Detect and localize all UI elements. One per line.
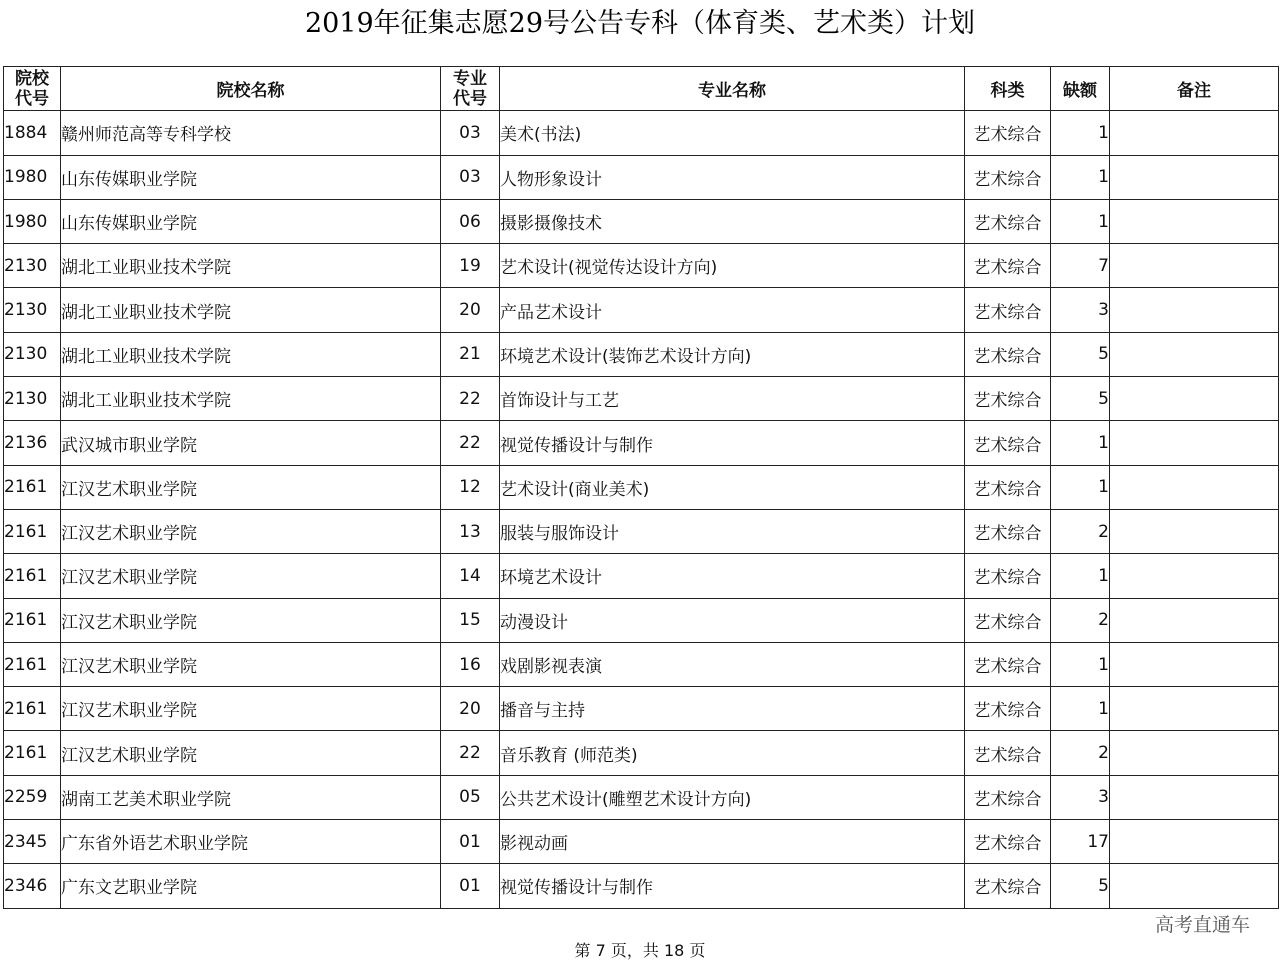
cell-remarks bbox=[1110, 642, 1279, 686]
cell-category: 艺术综合 bbox=[965, 775, 1051, 819]
cell-quota: 1 bbox=[1051, 465, 1110, 509]
table-row bbox=[4, 731, 1279, 775]
cell-quota: 1 bbox=[1051, 421, 1110, 465]
table-row bbox=[4, 820, 1279, 864]
cell-school-name: 湖北工业职业技术学院 bbox=[61, 244, 441, 288]
cell-major-name: 环境艺术设计 bbox=[500, 554, 965, 598]
cell-quota: 1 bbox=[1051, 155, 1110, 199]
table-row bbox=[4, 377, 1279, 421]
cell-major-code: 20 bbox=[441, 687, 500, 731]
cell-school-name: 江汉艺术职业学院 bbox=[61, 554, 441, 598]
cell-category: 艺术综合 bbox=[965, 864, 1051, 908]
header-major-name: 专业名称 bbox=[500, 67, 965, 111]
cell-quota: 2 bbox=[1051, 598, 1110, 642]
cell-remarks bbox=[1110, 421, 1279, 465]
cell-major-name: 视觉传播设计与制作 bbox=[500, 421, 965, 465]
cell-school-code: 2161 bbox=[4, 687, 61, 731]
table-row bbox=[4, 332, 1279, 376]
cell-school-name: 江汉艺术职业学院 bbox=[61, 642, 441, 686]
cell-major-code: 22 bbox=[441, 377, 500, 421]
cell-school-name: 广东省外语艺术职业学院 bbox=[61, 820, 441, 864]
cell-major-name: 服装与服饰设计 bbox=[500, 509, 965, 553]
cell-school-code: 2130 bbox=[4, 288, 61, 332]
cell-major-name: 人物形象设计 bbox=[500, 155, 965, 199]
cell-school-code: 1884 bbox=[4, 111, 61, 155]
cell-major-name: 环境艺术设计(装饰艺术设计方向) bbox=[500, 332, 965, 376]
cell-major-code: 01 bbox=[441, 820, 500, 864]
cell-school-name: 江汉艺术职业学院 bbox=[61, 731, 441, 775]
cell-school-name: 江汉艺术职业学院 bbox=[61, 687, 441, 731]
cell-school-code: 2136 bbox=[4, 421, 61, 465]
cell-major-name: 首饰设计与工艺 bbox=[500, 377, 965, 421]
table-row bbox=[4, 111, 1279, 155]
cell-major-code: 06 bbox=[441, 199, 500, 243]
cell-remarks bbox=[1110, 199, 1279, 243]
cell-major-code: 14 bbox=[441, 554, 500, 598]
cell-school-code: 2130 bbox=[4, 244, 61, 288]
cell-remarks bbox=[1110, 465, 1279, 509]
table-row bbox=[4, 509, 1279, 553]
cell-school-name: 江汉艺术职业学院 bbox=[61, 598, 441, 642]
table-row bbox=[4, 421, 1279, 465]
cell-major-name: 艺术设计(视觉传达设计方向) bbox=[500, 244, 965, 288]
cell-major-code: 15 bbox=[441, 598, 500, 642]
cell-category: 艺术综合 bbox=[965, 598, 1051, 642]
table-row bbox=[4, 155, 1279, 199]
cell-category: 艺术综合 bbox=[965, 377, 1051, 421]
cell-quota: 5 bbox=[1051, 332, 1110, 376]
cell-school-code: 2346 bbox=[4, 864, 61, 908]
cell-school-name: 江汉艺术职业学院 bbox=[61, 465, 441, 509]
cell-major-code: 13 bbox=[441, 509, 500, 553]
header-category: 科类 bbox=[965, 67, 1051, 111]
plan-table bbox=[3, 66, 1279, 909]
page-title: 2019年征集志愿29号公告专科（体育类、艺术类）计划 bbox=[304, 8, 976, 39]
cell-school-code: 1980 bbox=[4, 199, 61, 243]
cell-school-name: 湖北工业职业技术学院 bbox=[61, 332, 441, 376]
cell-school-name: 广东文艺职业学院 bbox=[61, 864, 441, 908]
cell-major-name: 影视动画 bbox=[500, 820, 965, 864]
cell-quota: 7 bbox=[1051, 244, 1110, 288]
cell-quota: 2 bbox=[1051, 731, 1110, 775]
cell-major-code: 01 bbox=[441, 864, 500, 908]
cell-major-code: 12 bbox=[441, 465, 500, 509]
cell-major-name: 戏剧影视表演 bbox=[500, 642, 965, 686]
cell-major-name: 音乐教育 (师范类) bbox=[500, 731, 965, 775]
table-row bbox=[4, 465, 1279, 509]
cell-remarks bbox=[1110, 864, 1279, 908]
cell-category: 艺术综合 bbox=[965, 554, 1051, 598]
table-row bbox=[4, 554, 1279, 598]
cell-quota: 5 bbox=[1051, 377, 1110, 421]
cell-category: 艺术综合 bbox=[965, 332, 1051, 376]
cell-major-code: 19 bbox=[441, 244, 500, 288]
cell-school-code: 2161 bbox=[4, 465, 61, 509]
cell-school-code: 2161 bbox=[4, 731, 61, 775]
cell-quota: 3 bbox=[1051, 775, 1110, 819]
cell-quota: 1 bbox=[1051, 554, 1110, 598]
cell-school-name: 江汉艺术职业学院 bbox=[61, 509, 441, 553]
table-row bbox=[4, 775, 1279, 819]
cell-category: 艺术综合 bbox=[965, 288, 1051, 332]
cell-remarks bbox=[1110, 332, 1279, 376]
page-footer: 第 7 页，共 18 页 bbox=[574, 941, 706, 960]
cell-school-code: 2130 bbox=[4, 377, 61, 421]
cell-major-name: 产品艺术设计 bbox=[500, 288, 965, 332]
cell-major-name: 动漫设计 bbox=[500, 598, 965, 642]
cell-school-name: 山东传媒职业学院 bbox=[61, 155, 441, 199]
table-row bbox=[4, 598, 1279, 642]
table-row bbox=[4, 864, 1279, 908]
cell-quota: 5 bbox=[1051, 864, 1110, 908]
cell-category: 艺术综合 bbox=[965, 820, 1051, 864]
table-row bbox=[4, 642, 1279, 686]
cell-school-code: 2345 bbox=[4, 820, 61, 864]
header-school-code: 院校 代号 bbox=[4, 67, 61, 111]
cell-major-code: 03 bbox=[441, 155, 500, 199]
cell-school-name: 湖北工业职业技术学院 bbox=[61, 377, 441, 421]
cell-major-code: 22 bbox=[441, 731, 500, 775]
header-remarks: 备注 bbox=[1110, 67, 1279, 111]
cell-quota: 17 bbox=[1051, 820, 1110, 864]
cell-major-code: 20 bbox=[441, 288, 500, 332]
cell-school-name: 湖北工业职业技术学院 bbox=[61, 288, 441, 332]
cell-school-code: 2161 bbox=[4, 598, 61, 642]
cell-school-name: 湖南工艺美术职业学院 bbox=[61, 775, 441, 819]
table-row bbox=[4, 199, 1279, 243]
cell-remarks bbox=[1110, 288, 1279, 332]
cell-major-name: 公共艺术设计(雕塑艺术设计方向) bbox=[500, 775, 965, 819]
cell-school-code: 1980 bbox=[4, 155, 61, 199]
cell-major-code: 05 bbox=[441, 775, 500, 819]
cell-major-name: 美术(书法) bbox=[500, 111, 965, 155]
header-school-name: 院校名称 bbox=[61, 67, 441, 111]
table-row bbox=[4, 288, 1279, 332]
watermark-text: 高考直通车 bbox=[1154, 914, 1250, 936]
cell-remarks bbox=[1110, 554, 1279, 598]
cell-remarks bbox=[1110, 509, 1279, 553]
cell-category: 艺术综合 bbox=[965, 642, 1051, 686]
cell-major-code: 22 bbox=[441, 421, 500, 465]
cell-major-name: 播音与主持 bbox=[500, 687, 965, 731]
cell-school-name: 山东传媒职业学院 bbox=[61, 199, 441, 243]
cell-remarks bbox=[1110, 377, 1279, 421]
cell-remarks bbox=[1110, 820, 1279, 864]
cell-remarks bbox=[1110, 244, 1279, 288]
cell-remarks bbox=[1110, 111, 1279, 155]
cell-quota: 1 bbox=[1051, 111, 1110, 155]
cell-quota: 1 bbox=[1051, 199, 1110, 243]
table-row bbox=[4, 687, 1279, 731]
cell-category: 艺术综合 bbox=[965, 244, 1051, 288]
cell-category: 艺术综合 bbox=[965, 111, 1051, 155]
cell-school-code: 2130 bbox=[4, 332, 61, 376]
cell-category: 艺术综合 bbox=[965, 199, 1051, 243]
cell-major-code: 03 bbox=[441, 111, 500, 155]
cell-category: 艺术综合 bbox=[965, 155, 1051, 199]
cell-category: 艺术综合 bbox=[965, 687, 1051, 731]
cell-category: 艺术综合 bbox=[965, 509, 1051, 553]
cell-school-name: 赣州师范高等专科学校 bbox=[61, 111, 441, 155]
cell-school-name: 武汉城市职业学院 bbox=[61, 421, 441, 465]
cell-remarks bbox=[1110, 598, 1279, 642]
cell-category: 艺术综合 bbox=[965, 731, 1051, 775]
header-quota: 缺额 bbox=[1051, 67, 1110, 111]
cell-major-name: 视觉传播设计与制作 bbox=[500, 864, 965, 908]
table-header-row bbox=[4, 67, 1279, 111]
cell-remarks bbox=[1110, 155, 1279, 199]
cell-quota: 1 bbox=[1051, 687, 1110, 731]
cell-major-code: 21 bbox=[441, 332, 500, 376]
cell-school-code: 2161 bbox=[4, 554, 61, 598]
cell-quota: 1 bbox=[1051, 642, 1110, 686]
cell-category: 艺术综合 bbox=[965, 465, 1051, 509]
cell-school-code: 2161 bbox=[4, 509, 61, 553]
cell-quota: 2 bbox=[1051, 509, 1110, 553]
cell-major-code: 16 bbox=[441, 642, 500, 686]
cell-category: 艺术综合 bbox=[965, 421, 1051, 465]
cell-school-code: 2259 bbox=[4, 775, 61, 819]
cell-school-code: 2161 bbox=[4, 642, 61, 686]
header-major-code: 专业 代号 bbox=[441, 67, 500, 111]
cell-major-name: 艺术设计(商业美术) bbox=[500, 465, 965, 509]
cell-remarks bbox=[1110, 775, 1279, 819]
cell-quota: 3 bbox=[1051, 288, 1110, 332]
cell-remarks bbox=[1110, 687, 1279, 731]
cell-remarks bbox=[1110, 731, 1279, 775]
cell-major-name: 摄影摄像技术 bbox=[500, 199, 965, 243]
table-row bbox=[4, 244, 1279, 288]
